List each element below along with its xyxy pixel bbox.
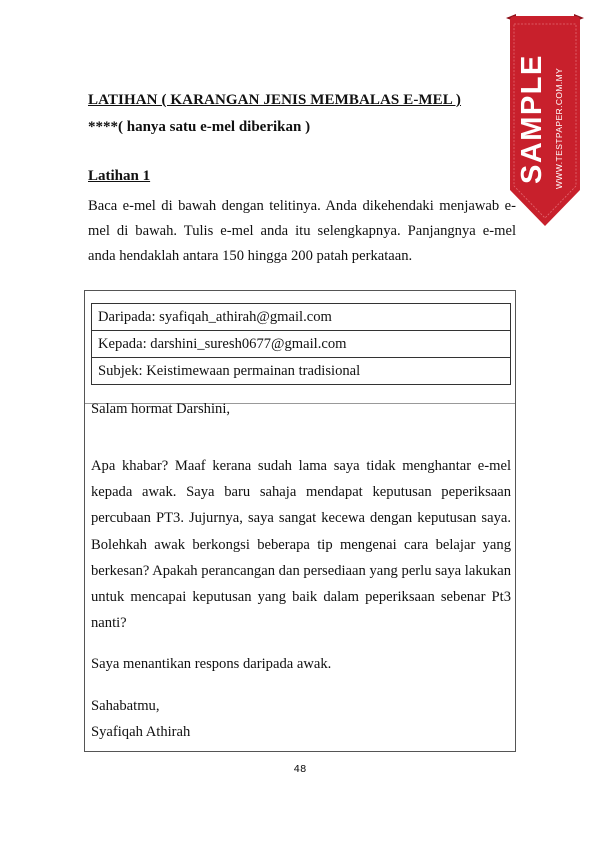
ribbon-text-area (506, 14, 584, 204)
page-number: 48 (293, 764, 307, 775)
email-signature-name: Syafiqah Athirah (91, 724, 191, 740)
email-from-row: Daripada: syafiqah_athirah@gmail.com (92, 304, 510, 331)
email-greeting: Salam hormat Darshini, (91, 401, 231, 417)
exercise-subtitle: ****( hanya satu e-mel diberikan ) (88, 119, 311, 135)
email-box (84, 290, 516, 752)
site-label: WWW.TESTPAPER.COM.MY (554, 67, 564, 189)
email-sign-off: Sahabatmu, (91, 698, 160, 714)
email-to-row: Kepada: darshini_suresh0677@gmail.com (92, 331, 510, 358)
email-header-table (91, 303, 511, 385)
instruction-paragraph: Baca e-mel di bawah dengan telitinya. Anda dikehendaki menjawab e-mel di bawah. Tulis e-mel anda itu selengkapnya. Panjangnya e-mel anda hendaklah antara 150 hingga 200 patah perkataan. (88, 198, 516, 264)
sample-watermark-ribbon (506, 14, 584, 228)
email-subject-row: Subjek: Keistimewaan permainan tradisional (98, 363, 361, 379)
exercise-title: LATIHAN ( KARANGAN JENIS MEMBALAS E-MEL ) (88, 92, 462, 108)
email-body: Apa khabar? Maaf kerana sudah lama saya tidak menghantar e-mel kepada awak. Saya baru sahaja mendapat keputusan peperiksaan percubaan PT3. Jujurnya, saya sangat kecewa dengan keputusan saya. Bolehkah awak berkongsi beberapa tip mengenai cara belajar yang berkesan? Apakah perancangan dan persediaan yang perlu saya lakukan untuk mencapai keputusan yang baik dalam peperiksaan sebenar Pt3 nanti? (91, 458, 511, 632)
email-closing-line: Saya menantikan respons daripada awak. (91, 656, 332, 672)
section-heading: Latihan 1 (88, 168, 151, 184)
sample-label: SAMPLE (516, 54, 548, 184)
